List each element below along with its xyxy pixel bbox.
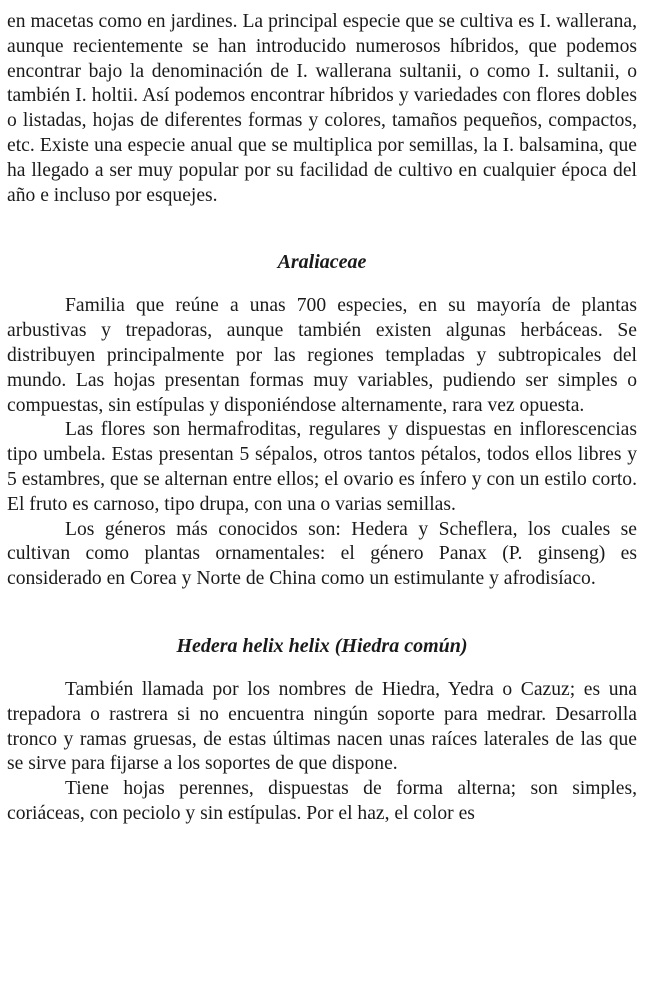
section-title-araliaceae: Araliaceae — [277, 251, 367, 274]
intro-paragraph: en macetas como en jardines. La principal especie que se cultiva es I. wallerana, aunque recientemente se han introducido numerosos híbridos, que podemos encontrar bajo la denominación de I. wallerana sultanii, o como I. sultanii, o también I. holtii. Así podemos encontrar híbridos y variedades con flores dobles o listadas, hojas de diferentes formas y colores, tamaños pequeños, compactos, etc. Existe una especie anual que se multiplica por semillas, la I. balsamina, que ha llegado a ser muy popular por su facilidad de cultivo en cualquier época del año e incluso por esquejes. — [7, 11, 637, 206]
araliaceae-paragraph-1: Familia que reúne a unas 700 especies, en su mayoría de plantas arbustivas y trepadoras, aunque también existen algunas herbáceas. Se distribuyen principalmente por las regiones templadas y subtropicales del mundo. Las hojas presentan formas muy variables, pudiendo ser simples o compuestas, sin estípulas y disponiéndose alternamente, rara vez opuesta. — [7, 295, 637, 416]
araliaceae-paragraph-3: Los géneros más conocidos son: Hedera y Scheflera, los cuales se cultivan como plantas ornamentales: el género Panax (P. ginseng) es considerado en Corea y Norte de China como un estimulante y afrodisíaco. — [7, 518, 637, 590]
section-title-hedera: Hedera helix helix (Hiedra común) — [176, 634, 468, 657]
hedera-paragraph-1: También llamada por los nombres de Hiedra, Yedra o Cazuz; es una trepadora o rastrera si no encuentra ningún soporte para medrar. Desarrolla tronco y ramas gruesas, de estas últimas nacen unas raíces laterales de las que se sirve para fijarse a los soportes de que dispone. — [7, 678, 637, 775]
hedera-paragraph-2: Tiene hojas perennes, dispuestas de forma alterna; son simples, coriáceas, con peciolo y sin estípulas. Por el haz, el color es — [7, 778, 637, 824]
araliaceae-paragraph-2: Las flores son hermafroditas, regulares y dispuestas en inflorescencias tipo umbela. Estas presentan 5 sépalos, otros tantos pétalos, todos ellos libres y 5 estambres, que se alternan entre ellos; el ovario es ínfero y con un estilo corto. El fruto es carnoso, tipo drupa, con una o varias semillas. — [7, 419, 637, 515]
